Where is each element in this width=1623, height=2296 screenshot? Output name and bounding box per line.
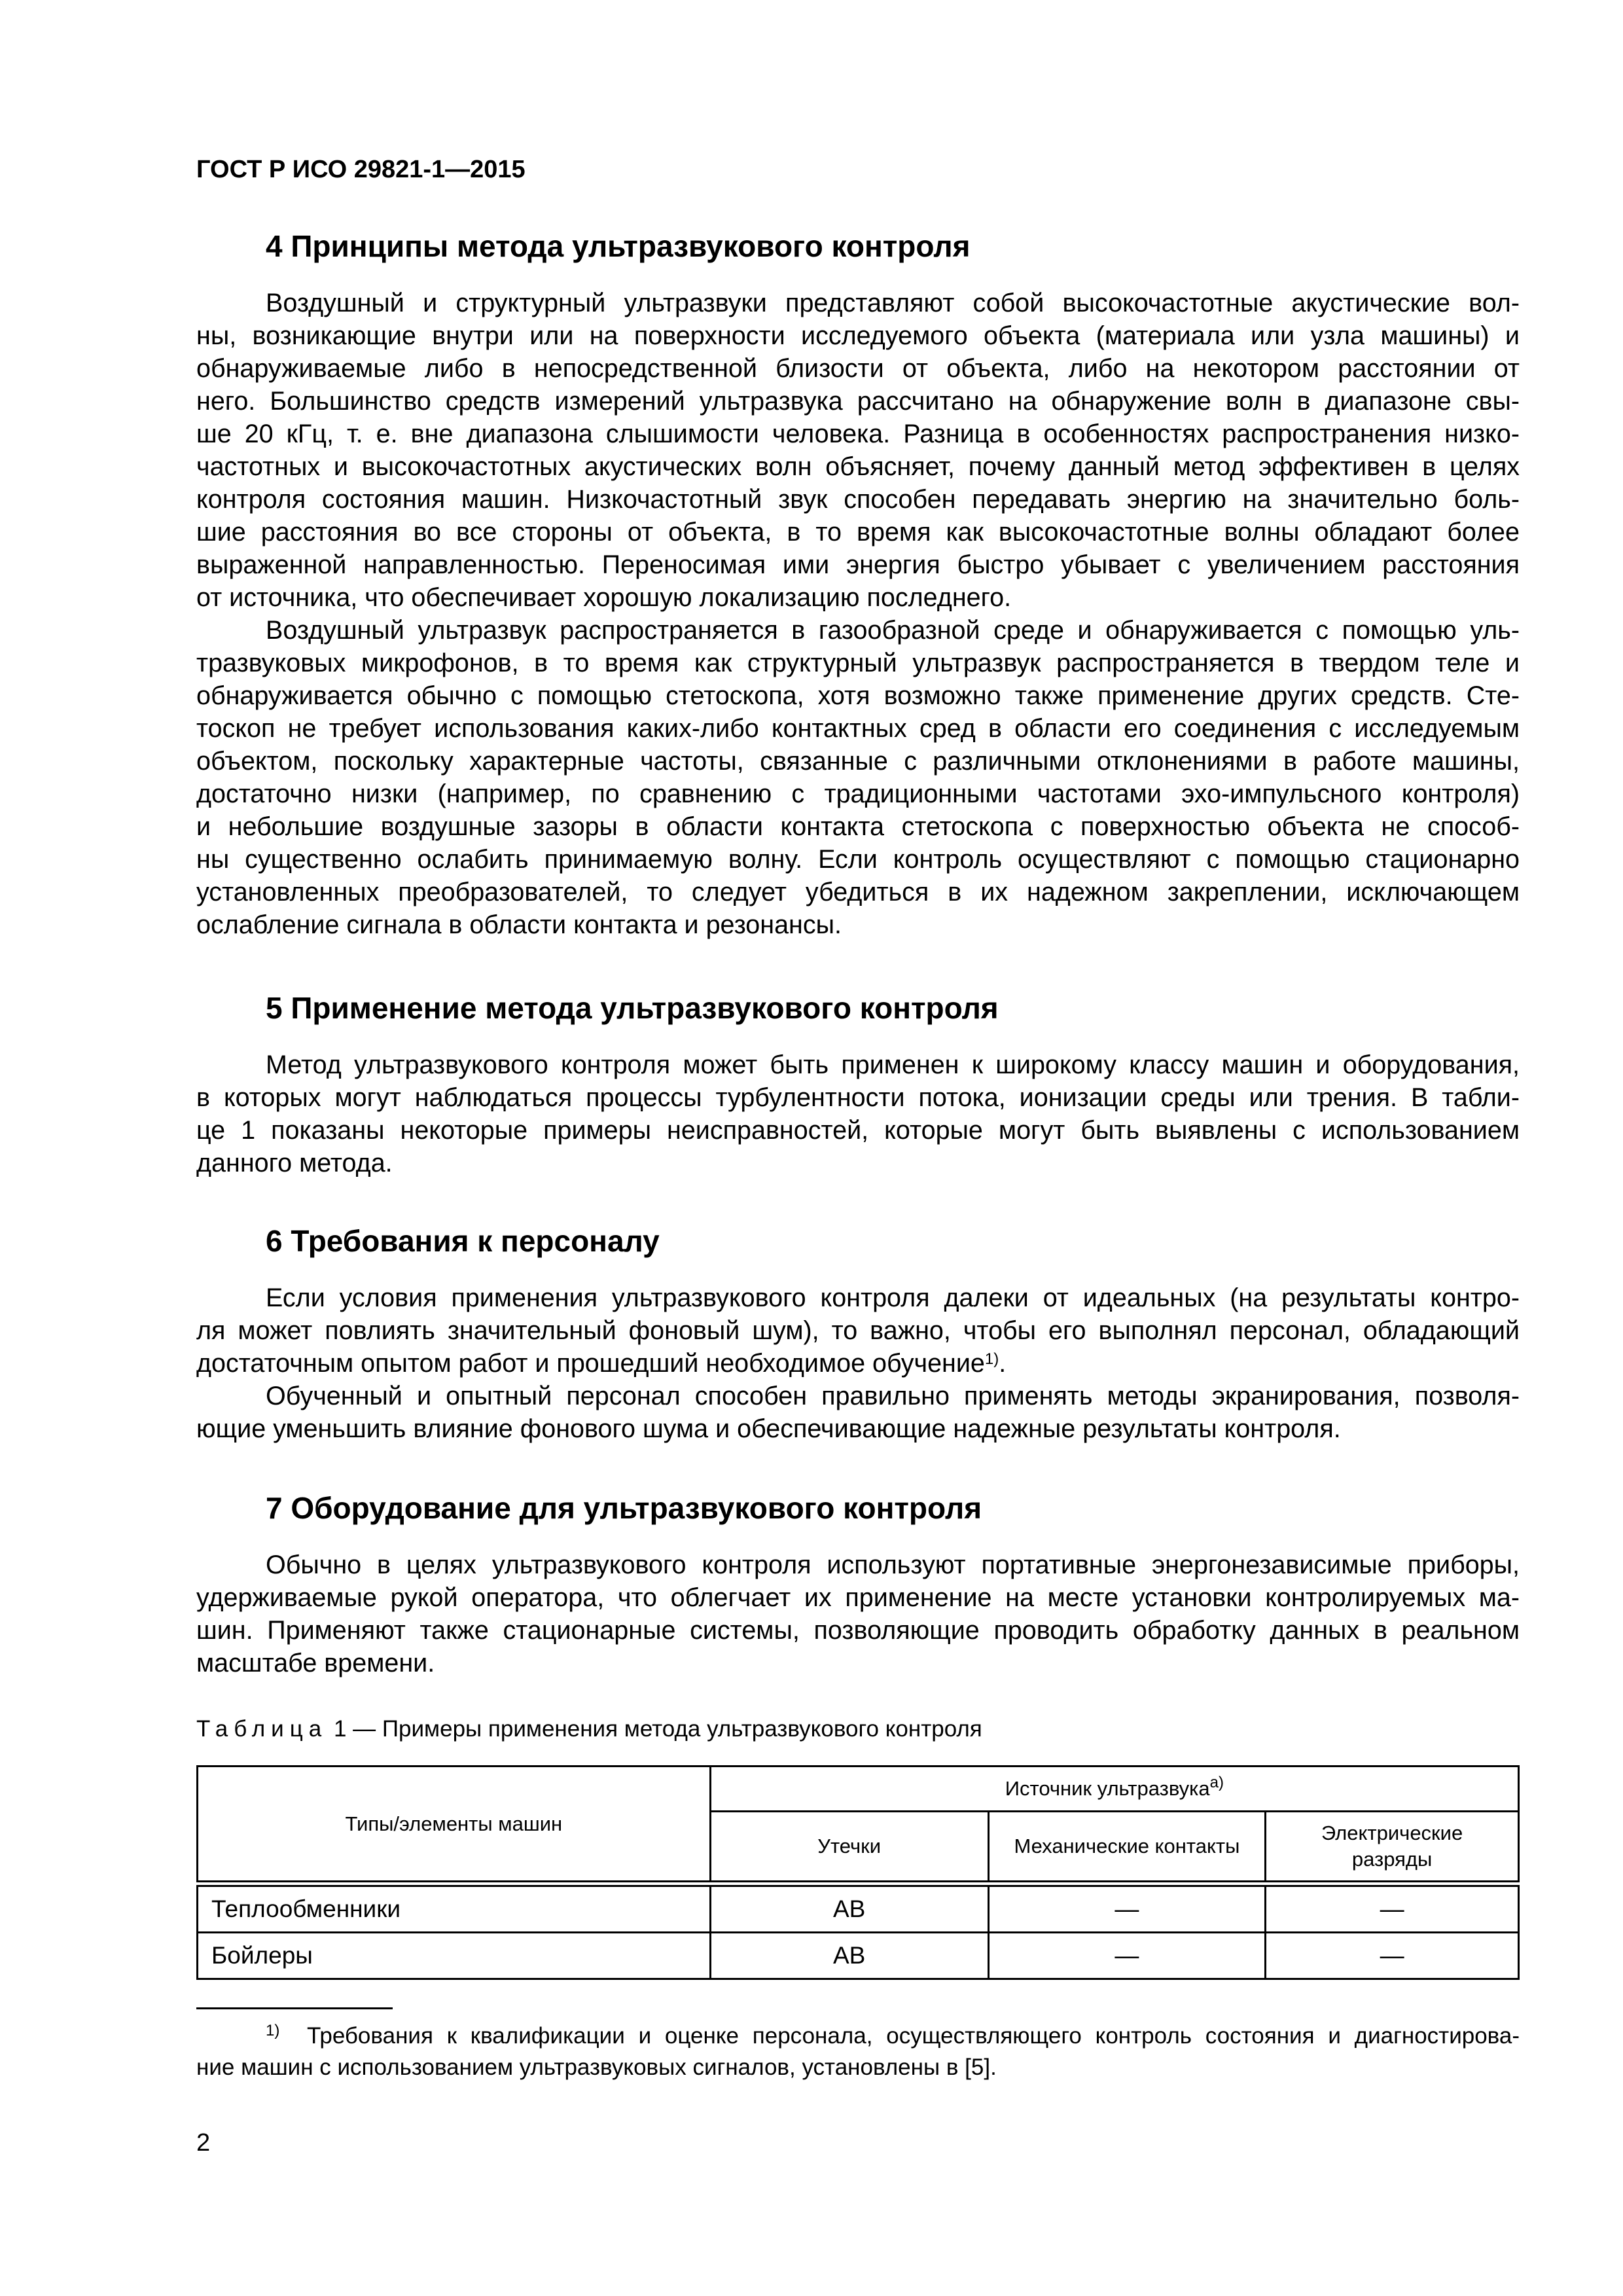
footnote-reference[interactable]: 1) xyxy=(984,1350,999,1368)
text-line: Обычно в целях ультразвукового контроля используют портативные энергонезависимые приборы, xyxy=(266,1551,1520,1579)
footnote-text: Требования к квалификации и оценке персонала, осуществляющего контроль состояния и диагностирова- xyxy=(306,2023,1520,2049)
section-6 xyxy=(196,1223,1520,1445)
cell-electrical: — xyxy=(1266,1884,1519,1933)
text-line: достаточно низки (например, по сравнению с традиционными частотами эхо-импульсного контроля) xyxy=(196,780,1520,808)
text-line xyxy=(196,1347,1520,1380)
text-line: него. Большинство средств измерений ультразвука рассчитано на обнаружение волн в диапазоне свы- xyxy=(196,387,1520,416)
text-line: установленных преобразователей, то следует убедиться в их надежном закреплении, исключающем xyxy=(196,878,1520,906)
text: . xyxy=(999,1349,1007,1378)
text: достаточным опытом работ и прошедший необходимое обучение xyxy=(196,1349,985,1378)
cell-mechanical: — xyxy=(988,1884,1265,1933)
section-heading: 7 Оборудование для ультразвукового контроля xyxy=(266,1491,982,1525)
section-4 xyxy=(196,228,1520,941)
text-line: ны, возникающие внутри или на поверхности исследуемого объекта (материала или узла машины) и xyxy=(196,321,1520,350)
text-line: выраженной направленностью. Переносимая ими энергия быстро убывает с увеличением расстояния xyxy=(196,550,1520,579)
footnote-line xyxy=(196,2020,1520,2052)
text-line: Воздушный и структурный ультразвуки представляют собой высокочастотные акустические вол- xyxy=(266,289,1520,317)
ultrasound-applications-table xyxy=(196,1765,1520,1980)
footnote xyxy=(196,2020,1520,2083)
text-line: объектом, поскольку характерные частоты, связанные с различными отклонениями в работе машины, xyxy=(196,747,1520,776)
footnote-line: ние машин с использованием ультразвуковых сигналов, установлены в [5]. xyxy=(196,2054,997,2080)
text-line: ля может повлиять значительный фоновый шум), то важно, чтобы его выполнял персонал, обладающий xyxy=(196,1316,1520,1345)
text-line: Метод ультразвукового контроля может быть применен к широкому классу машин и оборудования, xyxy=(266,1050,1520,1079)
text-line: Воздушный ультразвук распространяется в газообразной среде и обнаруживается с помощью уль- xyxy=(266,616,1520,645)
column-header-electrical: Электрические разряды xyxy=(1266,1812,1519,1884)
section-heading: 5 Применение метода ультразвукового контроля xyxy=(266,991,999,1025)
table-row xyxy=(198,1884,1519,1933)
text-line: удерживаемые рукой оператора, что облегчает их применение на месте установки контролируемых ма- xyxy=(196,1583,1520,1612)
cell-machine: Теплообменники xyxy=(198,1884,711,1933)
footnote-separator xyxy=(196,2007,393,2009)
table-caption-text: 1 — Примеры применения метода ультразвукового контроля xyxy=(327,1716,982,1742)
cell-leaks: AB xyxy=(710,1933,988,1979)
table-caption-label: Таблица xyxy=(196,1716,328,1742)
group-header-text: Источник ультразвука xyxy=(1005,1777,1210,1800)
text-line: ослабление сигнала в области контакта и резонансы. xyxy=(196,910,842,939)
cell-electrical: — xyxy=(1266,1933,1519,1979)
text-line: Если условия применения ультразвукового контроля далеки от идеальных (на результаты контро- xyxy=(266,1283,1520,1312)
cell-mechanical: — xyxy=(988,1933,1265,1979)
text-line: обнаруживаемые либо в непосредственной близости от объекта, либо на некотором расстоянии от xyxy=(196,354,1520,383)
text-line: масштабе времени. xyxy=(196,1649,435,1677)
text-line: ющие уменьшить влияние фонового шума и обеспечивающие надежные результаты контроля. xyxy=(196,1414,1341,1443)
section-heading: 4 Принципы метода ультразвукового контроля xyxy=(266,229,971,263)
text-line: от источника, что обеспечивает хорошую локализацию последнего. xyxy=(196,583,1012,612)
paragraph xyxy=(196,1049,1520,1179)
cell-leaks: AB xyxy=(710,1884,988,1933)
cell-machine: Бойлеры xyxy=(198,1933,711,1979)
text-line: в которых могут наблюдаться процессы турбулентности потока, ионизации среды или трения. В табли- xyxy=(196,1083,1520,1112)
table-footnote-marker: a) xyxy=(1209,1774,1224,1791)
page-number: 2 xyxy=(196,2129,211,2157)
text-line: Обученный и опытный персонал способен правильно применять методы экранирования, позволя- xyxy=(266,1382,1520,1410)
footnote-marker: 1) xyxy=(266,2022,280,2039)
table-row xyxy=(198,1933,1519,1979)
column-group-header-source xyxy=(710,1767,1518,1812)
paragraph xyxy=(196,1282,1520,1380)
column-header-machine: Типы/элементы машин xyxy=(198,1767,711,1884)
text-line: обнаруживается обычно с помощью стетоскопа, хотя возможно также применение других средств. Сте- xyxy=(196,681,1520,710)
text-line: ше 20 кГц, т. е. вне диапазона слышимости человека. Разница в особенностях распространения низко- xyxy=(196,420,1520,448)
text-line: тоскоп не требует использования каких-либо контактных сред в области его соединения с исследуемым xyxy=(196,714,1520,743)
text-line: ны существенно ослабить принимаемую волну. Если контроль осуществляют с помощью стационарно xyxy=(196,845,1520,874)
text-line: контроля состояния машин. Низкочастотный звук способен передавать энергию на значительно боль- xyxy=(196,485,1520,514)
table-caption xyxy=(196,1715,982,1744)
text-line: и небольшие воздушные зазоры в области контакта стетоскопа с поверхностью объекта не способ- xyxy=(196,812,1520,841)
text-line: шин. Применяют также стационарные системы, позволяющие проводить обработку данных в реальном xyxy=(196,1616,1520,1645)
section-7 xyxy=(196,1490,1520,1679)
text-line: частотных и высокочастотных акустических волн объясняет, почему данный метод эффективен в целях xyxy=(196,452,1520,481)
text-line: данного метода. xyxy=(196,1149,393,1177)
column-header-mechanical: Механические контакты xyxy=(988,1812,1265,1884)
text-line: це 1 показаны некоторые примеры неисправностей, которые могут быть выявлены с использованием xyxy=(196,1116,1520,1145)
section-5 xyxy=(196,990,1520,1179)
text-line: шие расстояния во все стороны от объекта, в то время как высокочастотные волны обладают более xyxy=(196,518,1520,547)
paragraph xyxy=(196,1549,1520,1679)
paragraph xyxy=(196,1380,1520,1445)
text-line: тразвуковых микрофонов, в то время как структурный ультразвук распространяется в твердом теле и xyxy=(196,649,1520,677)
section-heading: 6 Требования к персоналу xyxy=(266,1224,660,1258)
column-header-leaks: Утечки xyxy=(710,1812,988,1884)
paragraph xyxy=(196,287,1520,614)
paragraph xyxy=(196,614,1520,941)
document-designation: ГОСТ Р ИСО 29821-1—2015 xyxy=(196,156,526,183)
